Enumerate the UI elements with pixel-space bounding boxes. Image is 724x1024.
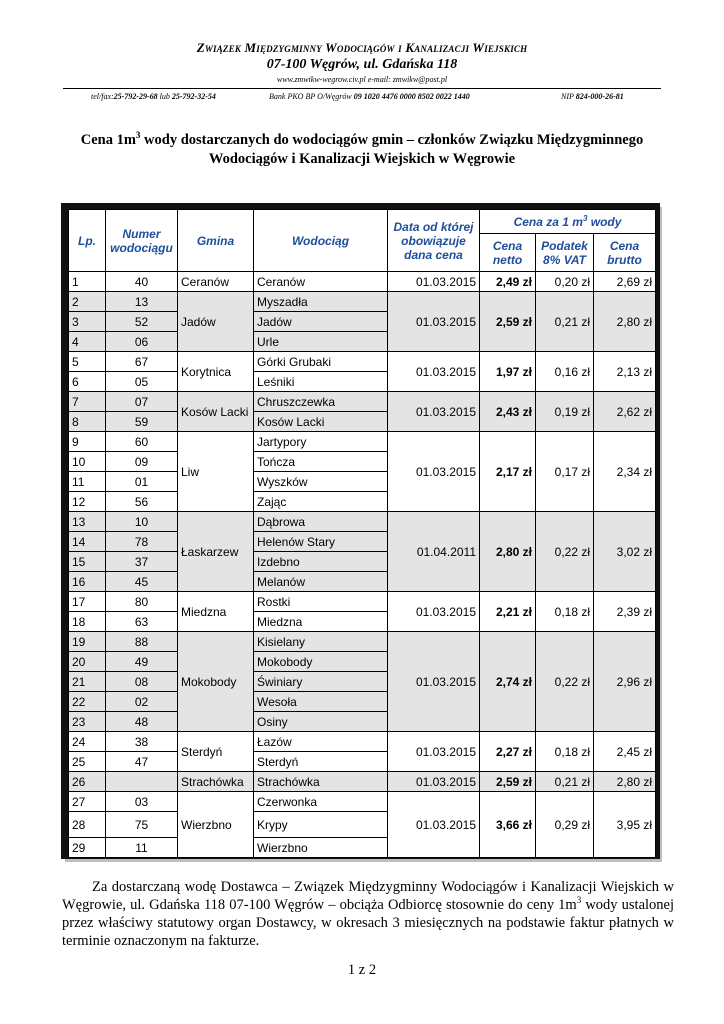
- header-numer: Numer wodociągu: [106, 210, 178, 272]
- cell-lp: 4: [69, 332, 106, 352]
- cell-wodociag: Izdebno: [254, 552, 388, 572]
- cell-gmina: Łaskarzew: [178, 512, 254, 592]
- cell-brutto: 2,34 zł: [594, 432, 656, 512]
- cell-date: 01.03.2015: [388, 272, 480, 292]
- cell-numer: 49: [106, 652, 178, 672]
- cell-wodociag: Górki Grubaki: [254, 352, 388, 372]
- cell-wodociag: Chruszczewka: [254, 392, 388, 412]
- page-number: 1 z 2: [347, 962, 377, 978]
- cell-date: 01.03.2015: [388, 392, 480, 432]
- cell-wodociag: Mokobody: [254, 652, 388, 672]
- cell-numer: 07: [106, 392, 178, 412]
- cell-date: 01.03.2015: [388, 792, 480, 858]
- cell-lp: 3: [69, 312, 106, 332]
- cell-netto: 2,27 zł: [480, 732, 536, 772]
- cell-wodociag: Myszadła: [254, 292, 388, 312]
- cell-vat: 0,21 zł: [536, 772, 594, 792]
- cell-numer: 37: [106, 552, 178, 572]
- cell-lp: 15: [69, 552, 106, 572]
- cell-gmina: Ceranów: [178, 272, 254, 292]
- cell-numer: 48: [106, 712, 178, 732]
- cell-numer: 56: [106, 492, 178, 512]
- cell-lp: 14: [69, 532, 106, 552]
- cell-lp: 22: [69, 692, 106, 712]
- cell-lp: 10: [69, 452, 106, 472]
- cell-wodociag: Jadów: [254, 312, 388, 332]
- cell-lp: 12: [69, 492, 106, 512]
- cell-gmina: Liw: [178, 432, 254, 512]
- price-table: [68, 209, 656, 858]
- cell-brutto: 2,62 zł: [594, 392, 656, 432]
- cell-lp: 26: [69, 772, 106, 792]
- cell-numer: 60: [106, 432, 178, 452]
- cell-netto: 2,80 zł: [480, 512, 536, 592]
- cell-netto: 2,17 zł: [480, 432, 536, 512]
- cell-wodociag: Zając: [254, 492, 388, 512]
- cell-lp: 8: [69, 412, 106, 432]
- cell-numer: 03: [106, 792, 178, 812]
- cell-wodociag: Miedzna: [254, 612, 388, 632]
- cell-gmina: Sterdyń: [178, 732, 254, 772]
- cell-numer: 13: [106, 292, 178, 312]
- cell-lp: 21: [69, 672, 106, 692]
- cell-lp: 2: [69, 292, 106, 312]
- cell-lp: 27: [69, 792, 106, 812]
- cell-wodociag: Wierzbno: [254, 838, 388, 858]
- header-cena-group: Cena za 1 $m^3$ wody: [480, 210, 656, 234]
- cell-lp: 5: [69, 352, 106, 372]
- cell-date: 01.03.2015: [388, 592, 480, 632]
- price-table-body: [69, 272, 656, 858]
- cell-lp: 19: [69, 632, 106, 652]
- cell-gmina: Strachówka: [178, 772, 254, 792]
- cell-numer: 52: [106, 312, 178, 332]
- cell-wodociag: Krypy: [254, 812, 388, 838]
- org-name: Związek Międzygminny Wodociągów i Kanalizacji Wiejskich: [196, 40, 528, 55]
- cell-wodociag: Urle: [254, 332, 388, 352]
- cell-vat: 0,21 zł: [536, 292, 594, 352]
- cell-netto: 2,21 zł: [480, 592, 536, 632]
- cell-numer: 09: [106, 452, 178, 472]
- cell-wodociag: Leśniki: [254, 372, 388, 392]
- cell-lp: 17: [69, 592, 106, 612]
- cell-lp: 1: [69, 272, 106, 292]
- cell-numer: 06: [106, 332, 178, 352]
- cell-brutto: 2,45 zł: [594, 732, 656, 772]
- header-brutto: Cena brutto: [594, 234, 656, 272]
- cell-netto: 2,59 zł: [480, 772, 536, 792]
- cell-numer: 38: [106, 732, 178, 752]
- header-data: Data od której obowiązuje dana cena: [388, 210, 480, 272]
- cell-wodociag: Świniary: [254, 672, 388, 692]
- cell-numer: 02: [106, 692, 178, 712]
- table-row: [69, 352, 656, 372]
- cell-wodociag: Jartypory: [254, 432, 388, 452]
- cell-numer: 01: [106, 472, 178, 492]
- table-row: [69, 292, 656, 312]
- cell-vat: 0,20 zł: [536, 272, 594, 292]
- table-row: [69, 272, 656, 292]
- cell-numer: 40: [106, 272, 178, 292]
- cell-netto: 1,97 zł: [480, 352, 536, 392]
- cell-gmina: Kosów Lacki: [178, 392, 254, 432]
- cell-numer: 45: [106, 572, 178, 592]
- cell-date: 01.03.2015: [388, 772, 480, 792]
- table-row: [69, 512, 656, 532]
- cell-date: 01.03.2015: [388, 352, 480, 392]
- cell-lp: 16: [69, 572, 106, 592]
- cell-numer: 75: [106, 812, 178, 838]
- cell-wodociag: Rostki: [254, 592, 388, 612]
- cell-brutto: 3,02 zł: [594, 512, 656, 592]
- cell-wodociag: Kosów Lacki: [254, 412, 388, 432]
- cell-lp: 28: [69, 812, 106, 838]
- cell-brutto: 2,69 zł: [594, 272, 656, 292]
- table-row: [69, 392, 656, 412]
- cell-vat: 0,22 zł: [536, 632, 594, 732]
- cell-wodociag: Łazów: [254, 732, 388, 752]
- cell-vat: 0,17 zł: [536, 432, 594, 512]
- cell-lp: 18: [69, 612, 106, 632]
- cell-gmina: Korytnica: [178, 352, 254, 392]
- cell-numer: [106, 772, 178, 792]
- cell-numer: 05: [106, 372, 178, 392]
- cell-wodociag: Czerwonka: [254, 792, 388, 812]
- cell-gmina: Miedzna: [178, 592, 254, 632]
- header-divider: [63, 88, 661, 89]
- header-vat: Podatek 8% VAT: [536, 234, 594, 272]
- cell-numer: 08: [106, 672, 178, 692]
- header-gmina: Gmina: [178, 210, 254, 272]
- cell-gmina: Mokobody: [178, 632, 254, 732]
- cell-numer: 11: [106, 838, 178, 858]
- cell-lp: 25: [69, 752, 106, 772]
- cell-numer: 10: [106, 512, 178, 532]
- cell-vat: 0,29 zł: [536, 792, 594, 858]
- cell-gmina: Wierzbno: [178, 792, 254, 858]
- cell-vat: 0,16 zł: [536, 352, 594, 392]
- cell-lp: 9: [69, 432, 106, 452]
- terms-paragraph: Za dostarczaną wodę Dostawca – Związek Międzygminny Wodociągów i Kanalizacji Wiejskich w Węgrowie, ul. Gdańska 118 07-100 Węgrów – obciąża Odbiorcę stosownie do ceny $1m^3$ wody ustalonej przez właściwy statutowy organ Dostawcy, w okresach 3 miesięcznych na podstawie faktur płatnych w terminie oznaczonym na fakturze.: [62, 879, 674, 949]
- cell-vat: 0,18 zł: [536, 592, 594, 632]
- cell-numer: 78: [106, 532, 178, 552]
- letterhead: [0, 40, 724, 84]
- cell-netto: 2,74 zł: [480, 632, 536, 732]
- cell-netto: 2,59 zł: [480, 292, 536, 352]
- cell-date: 01.03.2015: [388, 432, 480, 512]
- cell-numer: 88: [106, 632, 178, 652]
- header-netto: Cena netto: [480, 234, 536, 272]
- cell-numer: 67: [106, 352, 178, 372]
- cell-numer: 47: [106, 752, 178, 772]
- table-row: [69, 432, 656, 452]
- cell-wodociag: Kisielany: [254, 632, 388, 652]
- cell-wodociag: Wyszków: [254, 472, 388, 492]
- cell-numer: 59: [106, 412, 178, 432]
- cell-wodociag: Tończa: [254, 452, 388, 472]
- cell-lp: 6: [69, 372, 106, 392]
- bank-info: Bank PKO BP O/Węgrów 09 1020 4476 0000 8502 0022 1440: [269, 92, 470, 101]
- table-row: [69, 632, 656, 652]
- cell-vat: 0,18 zł: [536, 732, 594, 772]
- org-address: 07-100 Węgrów, ul. Gdańska 118: [266, 57, 458, 72]
- cell-netto: 2,43 zł: [480, 392, 536, 432]
- cell-date: 01.03.2015: [388, 292, 480, 352]
- cell-wodociag: Ceranów: [254, 272, 388, 292]
- cell-wodociag: Dąbrowa: [254, 512, 388, 532]
- cell-brutto: 2,13 zł: [594, 352, 656, 392]
- cell-date: 01.03.2015: [388, 632, 480, 732]
- cell-brutto: 2,80 zł: [594, 292, 656, 352]
- table-row: [69, 592, 656, 612]
- cell-wodociag: Helenów Stary: [254, 532, 388, 552]
- cell-numer: 80: [106, 592, 178, 612]
- cell-wodociag: Osiny: [254, 712, 388, 732]
- cell-numer: 63: [106, 612, 178, 632]
- document-title: Cena $1m^3$ wody dostarczanych do wodociągów gmin – członków Związku Międzygminnego Wodociągów i Kanalizacji Wiejskich w Węgrowie: [80, 130, 644, 167]
- cell-netto: 2,49 zł: [480, 272, 536, 292]
- header-wodociag: Wodociąg: [254, 210, 388, 272]
- cell-wodociag: Strachówka: [254, 772, 388, 792]
- cell-brutto: 2,39 zł: [594, 592, 656, 632]
- cell-netto: 3,66 zł: [480, 792, 536, 858]
- cell-lp: 24: [69, 732, 106, 752]
- table-row: [69, 772, 656, 792]
- table-row: [69, 732, 656, 752]
- cell-lp: 29: [69, 838, 106, 858]
- cell-lp: 13: [69, 512, 106, 532]
- nip-info: NIP 824-000-26-81: [561, 92, 624, 101]
- phone-info: tel/fax:25-792-29-68 lub 25-792-32-54: [91, 92, 216, 101]
- cell-lp: 11: [69, 472, 106, 492]
- cell-lp: 20: [69, 652, 106, 672]
- cell-gmina: Jadów: [178, 292, 254, 352]
- cell-date: 01.04.2011: [388, 512, 480, 592]
- cell-lp: 23: [69, 712, 106, 732]
- cell-brutto: 2,96 zł: [594, 632, 656, 732]
- header-lp: Lp.: [69, 210, 106, 272]
- cell-lp: 7: [69, 392, 106, 412]
- cell-wodociag: Wesoła: [254, 692, 388, 712]
- cell-date: 01.03.2015: [388, 732, 480, 772]
- cell-vat: 0,22 zł: [536, 512, 594, 592]
- cell-wodociag: Melanów: [254, 572, 388, 592]
- cell-wodociag: Sterdyń: [254, 752, 388, 772]
- org-web-email: www.zmwikw-wegrow.civ.pl e-mail: zmwikw@post.pl: [276, 75, 448, 84]
- cell-brutto: 3,95 zł: [594, 792, 656, 858]
- table-row: [69, 792, 656, 812]
- cell-vat: 0,19 zł: [536, 392, 594, 432]
- cell-brutto: 2,80 zł: [594, 772, 656, 792]
